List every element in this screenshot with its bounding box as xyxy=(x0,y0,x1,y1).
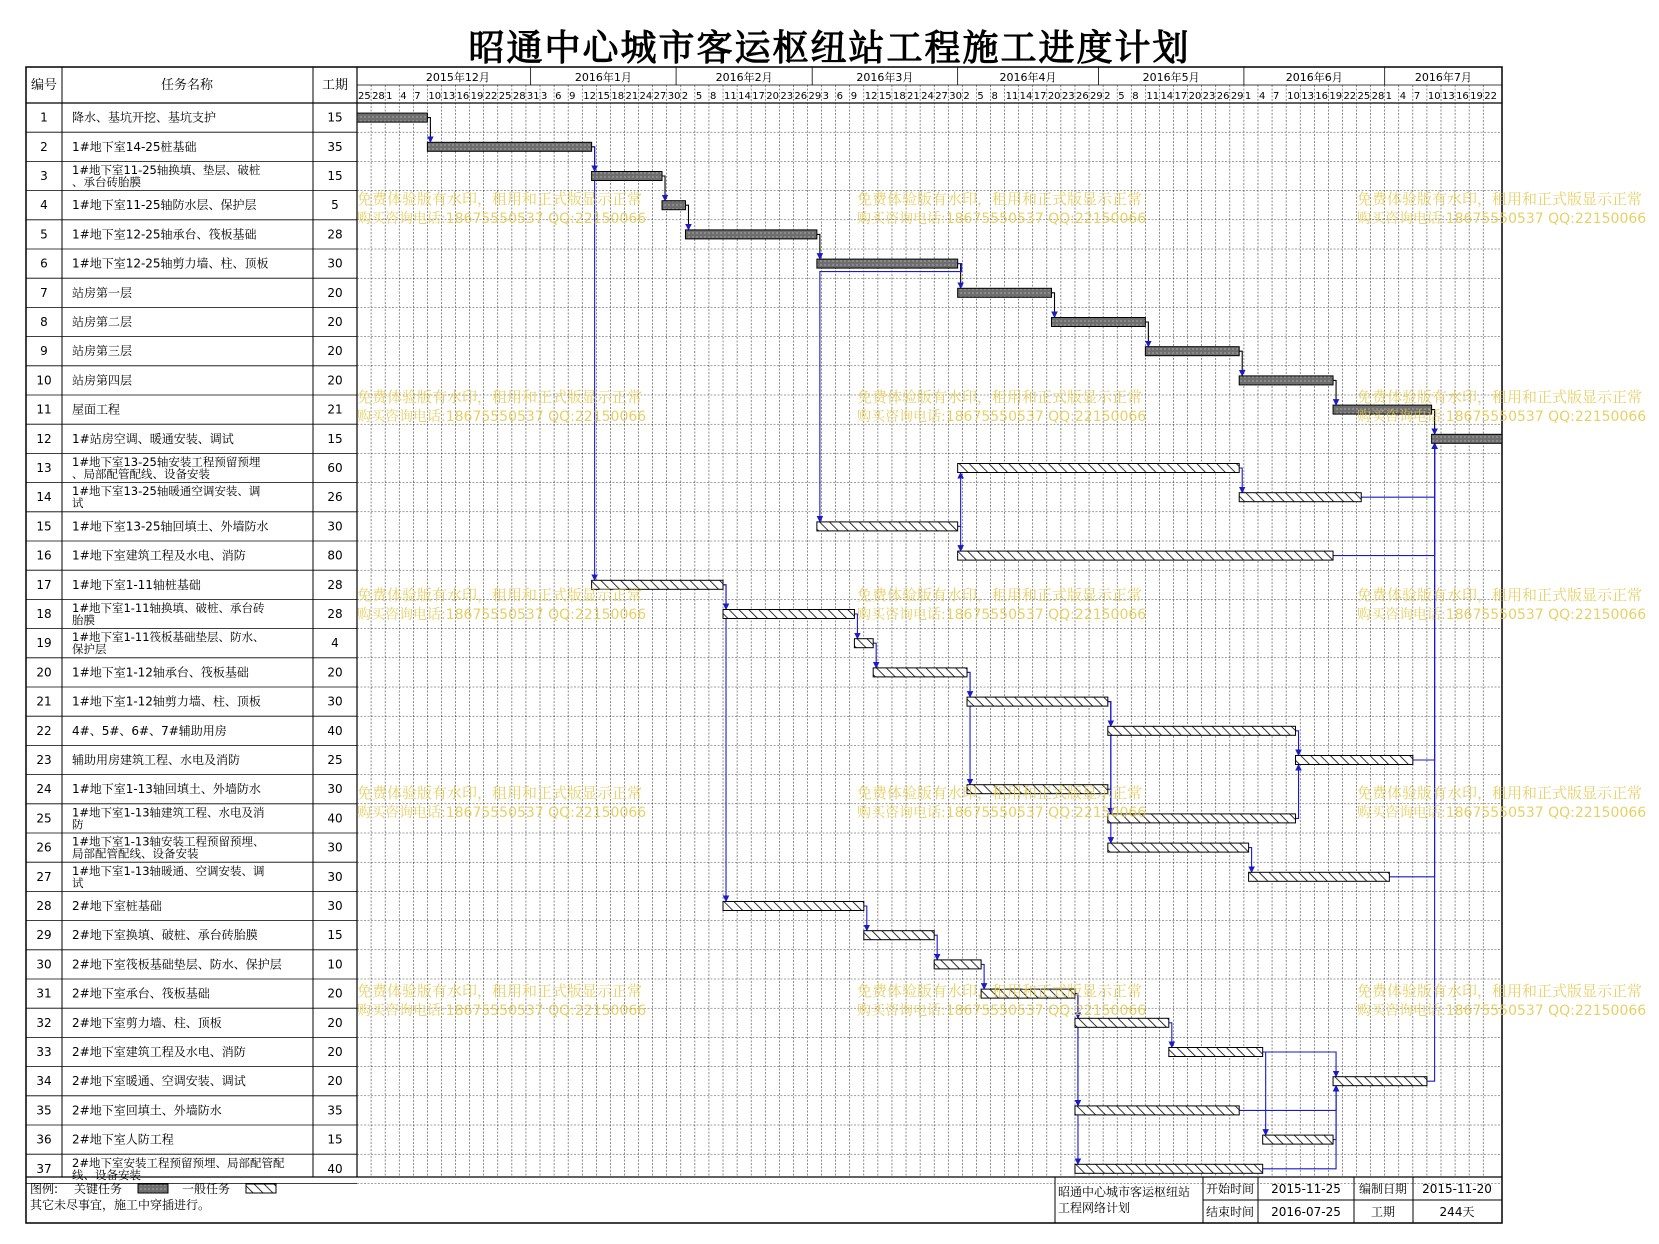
task-bar xyxy=(967,697,1108,706)
watermark xyxy=(357,190,1646,1019)
watermark-line2: 购买咨询电话:18675550537 QQ:22150066 xyxy=(357,409,647,425)
task-id: 10 xyxy=(36,373,52,388)
task-bar xyxy=(958,551,1333,560)
task-id: 34 xyxy=(36,1074,52,1089)
day-tick-label: 15 xyxy=(878,91,892,102)
task-duration: 20 xyxy=(327,285,343,300)
task-id: 22 xyxy=(36,723,52,738)
task-name: 1#站房空调、暖通安装、调试 xyxy=(72,431,234,446)
task-name: 1#地下室13-25轴安装工程预留预埋、局部配管配线、设备安装 xyxy=(72,455,261,481)
task-duration: 21 xyxy=(327,402,343,417)
day-tick-label: 22 xyxy=(1484,91,1497,102)
day-tick-label: 22 xyxy=(484,91,498,102)
task-duration: 20 xyxy=(327,1045,343,1059)
task-bar xyxy=(662,201,685,210)
task-name: 1#地下室13-25轴回填土、外墙防水 xyxy=(72,519,269,534)
day-tick-label: 17 xyxy=(1033,91,1047,102)
task-duration: 40 xyxy=(327,723,343,738)
day-tick-label: 4 xyxy=(400,91,407,102)
month-label: 2016年3月 xyxy=(856,71,914,84)
day-tick-label: 19 xyxy=(470,91,484,102)
day-tick-label: 23 xyxy=(1202,91,1216,102)
month-label: 2016年1月 xyxy=(574,71,632,84)
task-name: 1#地下室1-13轴暖通、空调安装、调试 xyxy=(72,863,265,890)
day-tick-label: 13 xyxy=(1301,91,1314,102)
task-duration: 20 xyxy=(327,1074,343,1089)
task-duration: 20 xyxy=(327,986,343,1001)
task-bar xyxy=(958,464,1240,473)
task-name: 辅助用房建筑工程、水电及消防 xyxy=(72,753,241,767)
task-id: 3 xyxy=(40,169,48,183)
task-bar xyxy=(1052,318,1146,327)
task-bar xyxy=(685,230,816,239)
day-tick-label: 19 xyxy=(1329,91,1343,102)
day-tick-label: 2 xyxy=(681,91,689,102)
day-tick-label: 16 xyxy=(456,91,470,102)
task-id: 25 xyxy=(36,811,52,826)
day-tick-label: 20 xyxy=(766,91,779,102)
task-name: 1#地下室1-13轴建筑工程、水电及消防 xyxy=(72,805,265,832)
dependency-arrow xyxy=(1263,1052,1266,1135)
dependency-arrow xyxy=(1361,443,1434,497)
task-name: 2#地下室建筑工程及水电、消防 xyxy=(72,1045,246,1059)
task-duration: 15 xyxy=(327,928,343,943)
task-id: 5 xyxy=(40,227,48,242)
task-duration: 28 xyxy=(327,577,343,592)
day-tick-label: 18 xyxy=(611,91,625,102)
task-bar xyxy=(1249,872,1390,881)
task-bar xyxy=(1075,1164,1263,1173)
task-duration: 4 xyxy=(331,636,339,651)
day-tick-label: 10 xyxy=(428,91,442,102)
dependency-arrow xyxy=(1239,1086,1336,1111)
watermark-line2: 购买咨询电话:18675550537 QQ:22150066 xyxy=(357,1003,647,1019)
task-bar xyxy=(854,639,873,648)
task-name: 2#地下室筏板基础垫层、防水、保护层 xyxy=(72,957,282,972)
task-id: 1 xyxy=(40,110,48,125)
task-bar xyxy=(1108,726,1296,735)
task-id: 23 xyxy=(36,753,52,767)
task-id: 17 xyxy=(36,577,52,592)
end-time-value: 2016-07-25 xyxy=(1271,1205,1341,1219)
task-name: 站房第二层 xyxy=(72,315,133,329)
watermark-line1: 免费体验版有水印，租用和正式版显示正常 xyxy=(1357,190,1643,208)
watermark-line1: 免费体验版有水印，租用和正式版显示正常 xyxy=(857,982,1143,1000)
day-tick-label: 5 xyxy=(977,91,984,102)
watermark-line2: 购买咨询电话:18675550537 QQ:22150066 xyxy=(1357,607,1647,623)
task-id: 15 xyxy=(36,519,52,534)
day-tick-label: 14 xyxy=(1019,91,1033,102)
watermark-line1: 免费体验版有水印，租用和正式版显示正常 xyxy=(1357,784,1643,802)
task-id: 7 xyxy=(40,285,48,300)
watermark-line1: 免费体验版有水印，租用和正式版显示正常 xyxy=(357,586,643,604)
task-duration: 40 xyxy=(327,811,343,826)
task-duration: 30 xyxy=(327,694,343,709)
day-tick-label: 24 xyxy=(639,91,653,102)
day-tick-label: 9 xyxy=(569,91,576,102)
day-tick-label: 6 xyxy=(836,91,844,102)
task-name: 1#地下室12-25轴剪力墙、柱、顶板 xyxy=(72,256,269,271)
task-name: 1#地下室11-25轴换填、垫层、破桩、承台砖胎膜 xyxy=(72,163,261,189)
task-name: 站房第一层 xyxy=(72,285,133,300)
task-id: 36 xyxy=(36,1132,52,1147)
task-name: 2#地下室回填土、外墙防水 xyxy=(72,1103,222,1118)
task-bar xyxy=(1108,843,1249,852)
month-label: 2016年5月 xyxy=(1142,71,1200,84)
task-duration: 25 xyxy=(327,753,343,767)
watermark-line1: 免费体验版有水印，租用和正式版显示正常 xyxy=(857,388,1143,406)
month-label: 2016年2月 xyxy=(715,71,773,84)
day-tick-label: 3 xyxy=(541,91,548,102)
watermark-line2: 购买咨询电话:18675550537 QQ:22150066 xyxy=(1357,805,1647,821)
task-duration: 30 xyxy=(327,519,343,534)
day-tick-label: 1 xyxy=(1244,91,1252,102)
task-id: 8 xyxy=(40,315,48,329)
day-tick-label: 30 xyxy=(949,91,963,102)
day-tick-label: 7 xyxy=(1413,91,1421,102)
month-label: 2015年12月 xyxy=(425,71,490,84)
task-id: 4 xyxy=(40,198,48,213)
month-label: 2016年6月 xyxy=(1285,71,1343,84)
dependency-arrow xyxy=(1296,765,1299,819)
task-id: 27 xyxy=(36,869,52,884)
watermark-line1: 免费体验版有水印，租用和正式版显示正常 xyxy=(357,388,643,406)
task-duration: 5 xyxy=(331,198,339,213)
dependency-arrow xyxy=(1263,1052,1336,1077)
task-id: 19 xyxy=(36,636,52,651)
task-id: 35 xyxy=(36,1103,52,1118)
task-name: 1#地下室14-25桩基础 xyxy=(72,139,197,154)
day-tick-label: 30 xyxy=(667,91,681,102)
task-bar xyxy=(1333,1077,1427,1086)
task-name: 1#地下室13-25轴暖通空调安装、调试 xyxy=(72,484,261,511)
task-name: 1#地下室建筑工程及水电、消防 xyxy=(72,548,246,563)
day-tick-label: 27 xyxy=(653,91,667,102)
prepared-date-value: 2015-11-20 xyxy=(1422,1182,1492,1196)
task-duration: 15 xyxy=(327,1132,343,1147)
day-tick-label: 5 xyxy=(1118,91,1125,102)
task-name: 降水、基坑开挖、基坑支护 xyxy=(72,110,217,125)
day-tick-label: 7 xyxy=(414,91,421,102)
legend-critical-swatch xyxy=(138,1184,168,1193)
watermark-line1: 免费体验版有水印，租用和正式版显示正常 xyxy=(357,784,643,802)
task-bar xyxy=(958,288,1052,297)
day-tick-label: 22 xyxy=(1343,91,1357,102)
task-duration: 10 xyxy=(327,957,343,972)
task-duration: 60 xyxy=(327,461,343,475)
total-duration-value: 244天 xyxy=(1439,1205,1475,1219)
watermark-line1: 免费体验版有水印，租用和正式版显示正常 xyxy=(357,190,643,208)
day-tick-label: 14 xyxy=(738,91,751,102)
watermark-line1: 免费体验版有水印，租用和正式版显示正常 xyxy=(857,190,1143,208)
watermark-line2: 购买咨询电话:18675550537 QQ:22150066 xyxy=(857,805,1147,821)
end-time-label: 结束时间 xyxy=(1205,1205,1255,1219)
task-name: 1#地下室1-12轴剪力墙、柱、顶板 xyxy=(72,694,261,709)
task-id: 24 xyxy=(36,782,52,797)
day-tick-label: 14 xyxy=(1160,91,1174,102)
task-id: 20 xyxy=(36,665,52,680)
watermark-line2: 购买咨询电话:18675550537 QQ:22150066 xyxy=(357,211,647,227)
task-name: 2#地下室剪力墙、柱、顶板 xyxy=(72,1015,222,1030)
project-name-line2: 工程网络计划 xyxy=(1058,1201,1131,1215)
task-duration: 30 xyxy=(327,840,343,855)
watermark-line2: 购买咨询电话:18675550537 QQ:22150066 xyxy=(1357,409,1647,425)
task-name: 1#地下室1-12轴承台、筏板基础 xyxy=(72,665,249,680)
task-bar xyxy=(723,902,864,911)
task-duration: 35 xyxy=(327,1103,343,1118)
dependency-arrow xyxy=(958,473,961,527)
task-name: 1#地下室1-11筏板基础垫层、防水、保护层 xyxy=(72,630,265,657)
task-bar xyxy=(1296,756,1413,765)
task-id: 32 xyxy=(36,1015,52,1030)
header-duration: 工期 xyxy=(321,78,349,93)
day-tick-label: 20 xyxy=(1047,91,1061,102)
task-bar xyxy=(1075,1106,1239,1115)
day-tick-label: 28 xyxy=(1371,91,1385,102)
day-tick-label: 13 xyxy=(1441,91,1455,102)
day-tick-label: 7 xyxy=(1273,91,1280,102)
task-bar xyxy=(934,960,981,969)
task-duration: 20 xyxy=(327,344,343,359)
day-tick-label: 1 xyxy=(386,91,393,102)
day-tick-label: 5 xyxy=(695,91,703,102)
task-id: 9 xyxy=(40,344,48,359)
day-tick-label: 28 xyxy=(512,91,526,102)
day-tick-label: 23 xyxy=(780,91,794,102)
day-tick-label: 3 xyxy=(822,91,829,102)
day-tick-label: 10 xyxy=(1427,91,1441,102)
task-name: 2#地下室承台、筏板基础 xyxy=(72,986,210,1001)
day-tick-label: 11 xyxy=(724,91,737,102)
task-duration: 26 xyxy=(327,490,343,505)
day-tick-label: 26 xyxy=(1216,91,1230,102)
day-tick-label: 24 xyxy=(921,91,934,102)
project-name-line1: 昭通中心城市客运枢纽站 xyxy=(1058,1185,1191,1199)
task-bar xyxy=(357,113,427,122)
task-id: 6 xyxy=(40,256,48,271)
task-id: 2 xyxy=(40,139,48,154)
task-id: 16 xyxy=(36,548,52,563)
dependency-arrow xyxy=(1263,1086,1336,1169)
task-rows xyxy=(26,110,1502,1184)
task-bar xyxy=(1239,493,1361,502)
day-tick-label: 4 xyxy=(1258,91,1266,102)
legend-critical-label: 关键任务 xyxy=(74,1182,123,1196)
total-duration-label: 工期 xyxy=(1370,1205,1396,1219)
legend-prefix: 图例: xyxy=(30,1182,59,1196)
watermark-line2: 购买咨询电话:18675550537 QQ:22150066 xyxy=(1357,1003,1647,1019)
day-tick-label: 21 xyxy=(907,91,920,102)
task-duration: 30 xyxy=(327,899,343,913)
task-id: 31 xyxy=(36,986,52,1001)
task-bar xyxy=(723,610,854,619)
task-bar xyxy=(1145,347,1239,356)
watermark-line2: 购买咨询电话:18675550537 QQ:22150066 xyxy=(857,409,1147,425)
task-bar xyxy=(817,259,958,268)
task-duration: 20 xyxy=(327,665,343,680)
day-tick-label: 31 xyxy=(526,91,540,102)
day-tick-label: 11 xyxy=(1146,91,1160,102)
task-name: 4#、5#、6#、7#辅助用房 xyxy=(72,723,227,738)
header-id: 编号 xyxy=(30,78,58,93)
task-bar xyxy=(427,142,591,151)
legend-normal-label: 一般任务 xyxy=(182,1182,231,1196)
task-id: 21 xyxy=(36,694,52,709)
dependency-arrow xyxy=(967,672,970,784)
task-bar xyxy=(873,668,967,677)
watermark-line2: 购买咨询电话:18675550537 QQ:22150066 xyxy=(857,211,1147,227)
task-name: 2#地下室换填、破桩、承台砖胎膜 xyxy=(72,928,258,943)
task-id: 13 xyxy=(36,461,52,475)
task-name: 站房第三层 xyxy=(72,344,133,359)
watermark-line2: 购买咨询电话:18675550537 QQ:22150066 xyxy=(357,607,647,623)
task-duration: 28 xyxy=(327,227,343,242)
month-label: 2016年7月 xyxy=(1414,71,1472,84)
task-name: 2#地下室人防工程 xyxy=(72,1132,174,1147)
day-tick-label: 29 xyxy=(1230,91,1244,102)
task-bar xyxy=(1263,1135,1333,1144)
task-id: 28 xyxy=(36,899,52,913)
day-tick-label: 8 xyxy=(709,91,717,102)
task-bar xyxy=(1239,376,1333,385)
task-id: 30 xyxy=(36,957,52,972)
task-bar xyxy=(864,931,934,940)
day-tick-label: 4 xyxy=(1399,91,1407,102)
watermark-line1: 免费体验版有水印，租用和正式版显示正常 xyxy=(1357,982,1643,1000)
day-tick-label: 26 xyxy=(1075,91,1089,102)
task-id: 14 xyxy=(36,490,52,505)
day-tick-label: 9 xyxy=(850,91,858,102)
task-duration: 15 xyxy=(327,431,343,446)
task-duration: 20 xyxy=(327,1015,343,1030)
task-name: 2#地下室安装工程预留预埋、局部配管配线、设备安装 xyxy=(72,1155,285,1182)
watermark-line2: 购买咨询电话:18675550537 QQ:22150066 xyxy=(857,607,1147,623)
day-tick-label: 8 xyxy=(991,91,998,102)
day-tick-label: 2 xyxy=(1104,91,1111,102)
watermark-line1: 免费体验版有水印，租用和正式版显示正常 xyxy=(357,982,643,1000)
day-tick-label: 13 xyxy=(442,91,456,102)
task-name: 1#地下室1-11轴换填、破桩、承台砖胎膜 xyxy=(72,601,265,627)
day-tick-label: 2 xyxy=(963,91,970,102)
day-tick-label: 25 xyxy=(358,91,371,102)
header-name: 任务名称 xyxy=(160,78,214,93)
task-bar xyxy=(817,522,958,531)
day-tick-label: 16 xyxy=(1315,91,1329,102)
day-tick-label: 12 xyxy=(583,91,596,102)
task-id: 26 xyxy=(36,840,52,855)
start-time-value: 2015-11-25 xyxy=(1271,1182,1341,1196)
task-id: 11 xyxy=(36,402,52,417)
task-duration: 40 xyxy=(327,1161,343,1176)
task-name: 1#地下室1-13轴回填土、外墙防水 xyxy=(72,782,261,797)
day-tick-label: 26 xyxy=(794,91,808,102)
task-bar xyxy=(592,172,662,181)
day-tick-label: 18 xyxy=(892,91,906,102)
watermark-line1: 免费体验版有水印，租用和正式版显示正常 xyxy=(857,784,1143,802)
footer-note: 其它未尽事宜，施工中穿插进行。 xyxy=(30,1198,211,1212)
day-tick-label: 1 xyxy=(1385,91,1393,102)
day-tick-label: 16 xyxy=(1456,91,1469,102)
task-name: 站房第四层 xyxy=(72,373,133,388)
task-id: 37 xyxy=(36,1161,52,1176)
task-name: 屋面工程 xyxy=(72,402,121,417)
task-duration: 15 xyxy=(327,110,343,125)
task-duration: 15 xyxy=(327,169,343,183)
day-tick-label: 12 xyxy=(864,91,878,102)
start-time-label: 开始时间 xyxy=(1205,1182,1255,1196)
day-tick-label: 25 xyxy=(1357,91,1371,102)
task-bar xyxy=(1075,1018,1169,1027)
day-tick-label: 28 xyxy=(372,91,385,102)
day-tick-label: 25 xyxy=(498,91,512,102)
day-tick-label: 10 xyxy=(1287,91,1300,102)
day-tick-label: 15 xyxy=(597,91,611,102)
task-id: 29 xyxy=(36,928,52,943)
task-duration: 30 xyxy=(327,782,343,797)
task-name: 1#地下室11-25轴防水层、保护层 xyxy=(72,198,257,213)
task-name: 2#地下室桩基础 xyxy=(72,899,162,913)
task-name: 2#地下室暖通、空调安装、调试 xyxy=(72,1074,246,1089)
prepared-date-label: 编制日期 xyxy=(1358,1182,1408,1196)
task-duration: 30 xyxy=(327,869,343,884)
task-bar xyxy=(1169,1048,1263,1057)
task-id: 12 xyxy=(36,431,52,446)
task-name: 1#地下室12-25轴承台、筏板基础 xyxy=(72,227,257,242)
watermark-line2: 购买咨询电话:18675550537 QQ:22150066 xyxy=(357,805,647,821)
dependency-arrow xyxy=(723,585,726,902)
page-title: 昭通中心城市客运枢纽站工程施工进度计划 xyxy=(468,27,1191,69)
task-duration: 80 xyxy=(327,548,343,563)
watermark-line1: 免费体验版有水印，租用和正式版显示正常 xyxy=(1357,388,1643,406)
day-tick-label: 29 xyxy=(1090,91,1103,102)
day-tick-label: 20 xyxy=(1188,91,1202,102)
watermark-line2: 购买咨询电话:18675550537 QQ:22150066 xyxy=(857,1003,1147,1019)
day-tick-label: 6 xyxy=(555,91,562,102)
day-tick-label: 17 xyxy=(1174,91,1188,102)
day-tick-label: 29 xyxy=(808,91,822,102)
task-duration: 20 xyxy=(327,373,343,388)
task-duration: 30 xyxy=(327,256,343,271)
legend-normal-swatch xyxy=(246,1184,276,1193)
task-id: 18 xyxy=(36,607,52,621)
month-label: 2016年4月 xyxy=(999,71,1057,84)
day-tick-label: 23 xyxy=(1061,91,1075,102)
watermark-line1: 免费体验版有水印，租用和正式版显示正常 xyxy=(1357,586,1643,604)
day-tick-label: 27 xyxy=(935,91,948,102)
task-name: 1#地下室1-11轴桩基础 xyxy=(72,577,201,592)
watermark-line2: 购买咨询电话:18675550537 QQ:22150066 xyxy=(1357,211,1647,227)
day-tick-label: 8 xyxy=(1132,91,1139,102)
task-duration: 35 xyxy=(327,139,343,154)
task-id: 33 xyxy=(36,1045,52,1059)
task-duration: 20 xyxy=(327,315,343,329)
day-tick-label: 11 xyxy=(1005,91,1019,102)
task-duration: 28 xyxy=(327,607,343,621)
task-bar xyxy=(1432,434,1502,443)
day-tick-label: 17 xyxy=(752,91,765,102)
day-tick-label: 19 xyxy=(1470,91,1483,102)
day-tick-label: 21 xyxy=(625,91,639,102)
task-name: 1#地下室1-13轴安装工程预留预埋、局部配管配线、设备安装 xyxy=(72,834,265,861)
watermark-line1: 免费体验版有水印，租用和正式版显示正常 xyxy=(857,586,1143,604)
